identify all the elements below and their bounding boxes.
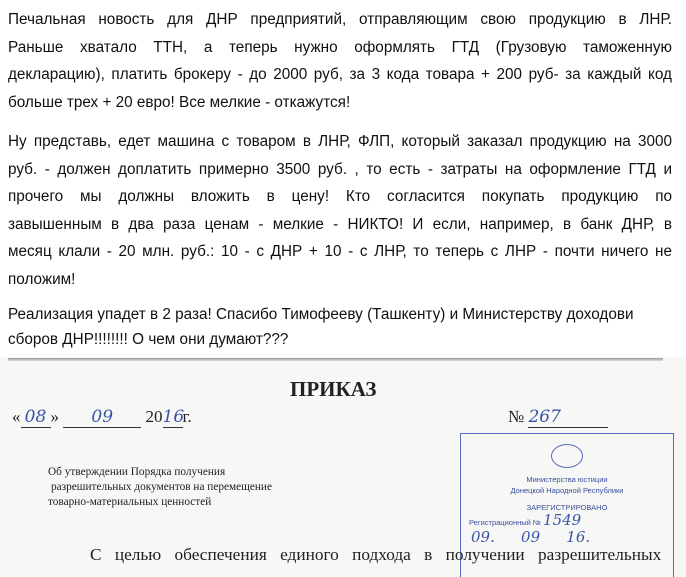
text-line: декларацию), платить брокеру - до 2000 руб, за 3 кода товара + 200 руб- за каждый код: [8, 66, 672, 84]
text-line: Реализация упадет в 2 раза! Спасибо Тимофееву (Ташкенту) и Министерству доходови: [8, 306, 634, 323]
text-line: Раньше хватало ТТН, а теперь нужно оформлять ГТД (Грузовую таможенную: [8, 38, 672, 56]
paragraph-1: [8, 6, 672, 116]
text-line: Ну представь, едет машина с товаром в ЛНР, ФЛП, который заказал продукцию на 3000: [8, 133, 672, 150]
scanned-order-document: [0, 357, 686, 577]
paragraph-2: [8, 128, 672, 294]
date-month: 09: [91, 407, 114, 427]
text-line: положим!: [8, 270, 76, 288]
date-year-unit: г.: [182, 407, 192, 426]
stamp-date: [461, 528, 673, 546]
text-line: сборов ДНР!!!!!!!! О чем они думают???: [8, 331, 289, 348]
document-number: [508, 407, 608, 428]
text-line: руб. - должен доплатить примерно 3500 руб. , то есть - затраты на оформление ГТД и: [8, 160, 672, 178]
stamp-ministry: Донецкой Народной Республики: [510, 486, 624, 495]
date-year-prefix: 20: [145, 407, 163, 426]
text-line: Печальная новость для ДНР предприятий, отправляющим свою продукцию в ЛНР.: [8, 11, 672, 28]
document-subject: [48, 465, 272, 510]
number-value: 267: [528, 407, 561, 427]
stamp-date-month: 09: [521, 528, 541, 546]
stamp-date-year: 16.: [566, 528, 591, 546]
subject-line: Об утверждении Порядка получения: [48, 466, 226, 478]
document-date: « 08 » 09 2016г.: [12, 407, 192, 427]
text-line: прочего мы должны вложить в цену! Кто согласится покупать продукцию по: [8, 188, 672, 206]
text-line: месяц клали - 20 млн. руб.: 10 - с ДНР + 10 - с ЛНР, то теперь с ЛНР - почти ничего не: [8, 243, 672, 261]
text-line: больше трех + 20 евро! Все мелкие - откажутся!: [8, 93, 351, 111]
stamp-ministry: Министерства юстиции: [526, 475, 608, 484]
date-day: 08: [24, 407, 47, 427]
paragraph-3: [8, 302, 672, 352]
document-body-text: С целью обеспечения единого подхода в получении разрешительных: [90, 545, 662, 564]
text-line: завышенным в два раза ценам - мелкие - НИКТО! И если, например, в банк ДНР, в: [8, 215, 672, 233]
reg-number: 1549: [543, 511, 582, 529]
date-year-suffix: 16: [162, 407, 185, 427]
stamp-registered: ЗАРЕГИСТРИРОВАНО: [526, 503, 608, 512]
subject-line: товарно-материальных ценностей: [48, 496, 212, 508]
number-label: №: [508, 407, 525, 426]
divider: [8, 358, 663, 361]
stamp-date-day: 09.: [471, 528, 495, 546]
document-title: ПРИКАЗ: [290, 377, 377, 401]
stamp-reg-number: [461, 511, 673, 529]
subject-line: разрешительных документов на перемещение: [51, 481, 272, 493]
reg-label: Регистрационный №: [469, 518, 541, 527]
emblem-icon: [551, 444, 583, 468]
